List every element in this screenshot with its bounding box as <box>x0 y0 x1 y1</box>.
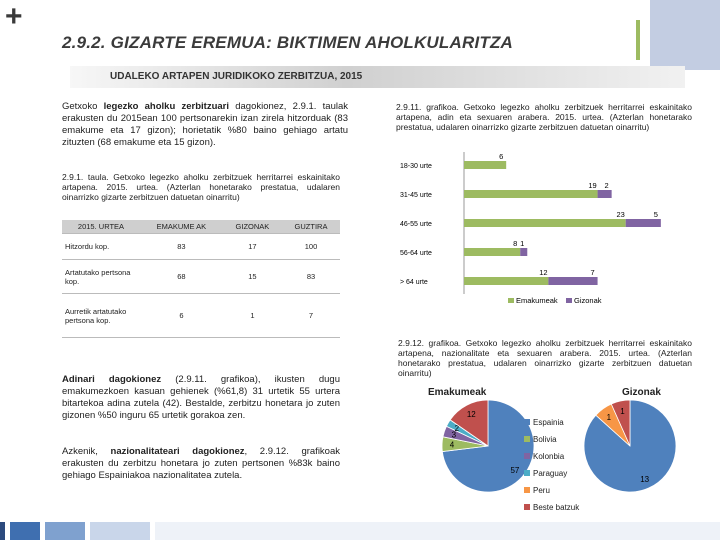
legend-swatch <box>524 470 530 476</box>
table-cell: 15 <box>223 260 282 294</box>
table-header-cell: EMAKUME AK <box>140 220 223 234</box>
bar-category-label: 31-45 urte <box>400 192 432 199</box>
legend-label: Paraguay <box>533 469 568 478</box>
pie-title-women: Emakumeak <box>428 387 487 398</box>
intro-text-bold: legezko aholku zerbitzuari <box>103 101 229 112</box>
pie-value-label: 57 <box>510 465 520 475</box>
nationality-paragraph <box>62 446 340 482</box>
age-text-bold: Adinari dagokionez <box>62 374 162 385</box>
table-row <box>62 294 340 338</box>
bar-men <box>520 248 527 256</box>
pie-title-men: Gizonak <box>622 387 661 398</box>
legend-item <box>524 465 579 482</box>
nat-text-pre: Azkenik, <box>62 446 111 457</box>
bar-category-label: 56-64 urte <box>400 250 432 257</box>
footer-strip <box>0 520 720 540</box>
table-cell: 83 <box>282 260 340 294</box>
row-label: Aurretik artatutako pertsona kop. <box>62 294 140 338</box>
legend-item <box>524 499 579 516</box>
legend-label: Kolonbia <box>533 452 565 461</box>
legend-swatch <box>524 453 530 459</box>
age-bar-chart <box>396 148 696 308</box>
footer-pattern <box>0 520 720 540</box>
table-row <box>62 260 340 294</box>
legend-swatch-men <box>566 298 572 303</box>
legend-label: Bolivia <box>533 435 557 444</box>
table-cell: 68 <box>140 260 223 294</box>
table-caption: 2.9.1. taula. Getxoko legezko aholku zerbitzuek herritarrei eskainitako artapena. 2015. urtea. (Azterlan honetarako prestatua, udalaren oinarrizko gizarte zerbitzuen datuetan oinarritu) <box>62 172 340 202</box>
bar-value-label: 5 <box>653 210 658 219</box>
bar-men <box>548 277 597 285</box>
bar-men <box>598 190 612 198</box>
age-text-post: (2.9.11. grafikoa), ikusten dugu emakumezkoen kasuan gehienek (%61,8) 31 urtetik 55 urtera bitartekoa adina zutela (42). Bestalde, zerbitzu honetara jo zuten gizonen %50 inguru 65 urtetik gorakoa zen. <box>62 374 341 421</box>
legend-item <box>524 414 579 431</box>
bar-value-label: 19 <box>588 181 597 190</box>
bar-value-label: 7 <box>590 268 595 277</box>
pie-value-label: 13 <box>640 474 650 484</box>
legend-item <box>524 448 579 465</box>
intro-text-post: dagokionez, 2.9.1. taulak erakusten du 2015ean 100 pertsonarekin izan zirela hitzorduak (83 emakume eta 17 gizon); horietatik %80 baino gehiago artatu zituzten (68 emakume eta 15 gizon). <box>62 101 348 148</box>
pie-legend <box>524 414 579 516</box>
table-header-cell: GUZTIRA <box>282 220 340 234</box>
pie-value-label: 1 <box>620 406 625 416</box>
table-cell: 6 <box>140 294 223 338</box>
legend-label: Peru <box>533 486 550 495</box>
pie-value-label: 1 <box>606 412 612 422</box>
bar-value-label: 2 <box>604 181 609 190</box>
bar-value-label: 12 <box>539 268 548 277</box>
bar-category-label: 46-55 urte <box>400 221 432 228</box>
legend-women: Emakumeak <box>516 296 558 305</box>
pie-value-label: 3 <box>451 430 457 440</box>
legend-swatch-women <box>508 298 514 303</box>
bar-value-label: 1 <box>520 239 525 248</box>
legend-swatch <box>524 504 530 510</box>
intro-paragraph <box>62 101 348 149</box>
pie-chart-men <box>580 396 680 496</box>
bar-men <box>626 219 661 227</box>
data-table <box>62 220 340 338</box>
legend-label: Beste batzuk <box>533 503 580 512</box>
corner-decoration <box>650 0 720 70</box>
bar-women <box>464 161 506 169</box>
legend-swatch <box>524 487 530 493</box>
table-header-cell: GIZONAK <box>223 220 282 234</box>
bar-women <box>464 248 520 256</box>
bar-category-label: 18-30 urte <box>400 163 432 170</box>
bar-category-label: > 64 urte <box>400 279 428 286</box>
pie-value-label: 4 <box>449 440 455 450</box>
table-row <box>62 234 340 260</box>
title-divider <box>636 20 640 60</box>
chart2-caption: 2.9.12. grafikoa. Getxoko legezko aholku zerbitzuek herritarrei eskainitako artapena, nazionalitate eta sexuaren arabera. 2015. urtea. (Azterlan honetarako prestatua, udalaren oinarrizko gizarte zerbitzuen datuetan oinarritu) <box>398 338 692 378</box>
nat-text-bold: nazionalitateari dagokionez <box>110 446 245 457</box>
legend-item <box>524 431 579 448</box>
section-subtitle: UDALEKO ARTAPEN JURIDIKOKO ZERBITZUA, 2015 <box>110 71 363 82</box>
table-header-cell: 2015. URTEA <box>62 220 140 234</box>
age-paragraph <box>62 374 340 422</box>
page-title: 2.9.2. GIZARTE EREMUA: BIKTIMEN AHOLKULARITZA <box>62 33 514 52</box>
legend-swatch <box>524 419 530 425</box>
bar-value-label: 8 <box>513 239 518 248</box>
table-cell: 100 <box>282 234 340 260</box>
bar-women <box>464 277 548 285</box>
bar-value-label: 6 <box>499 152 504 161</box>
legend-label: Espainia <box>533 418 564 427</box>
bar-women <box>464 190 598 198</box>
row-label: Hitzordu kop. <box>62 234 140 260</box>
table-cell: 1 <box>223 294 282 338</box>
intro-text-pre: Getxoko <box>62 101 104 112</box>
legend-item <box>524 482 579 499</box>
row-label: Artatutako pertsona kop. <box>62 260 140 294</box>
table-header-row <box>62 220 340 234</box>
bar-value-label: 23 <box>616 210 625 219</box>
plus-icon: + <box>5 0 23 33</box>
pie-chart-women <box>438 396 538 496</box>
bar-women <box>464 219 626 227</box>
table-cell: 7 <box>282 294 340 338</box>
table-cell: 17 <box>223 234 282 260</box>
legend-swatch <box>524 436 530 442</box>
pie-value-label: 2 <box>454 424 460 433</box>
chart1-caption: 2.9.11. grafikoa. Getxoko legezko aholku zerbitzuek herritarrei eskainitako artapena, adin eta sexuaren arabera. 2015. urtea. (Azterlan honetarako prestatua, udalaren oinarrizko gizarte zerbitzuen datuetan oinarritu) <box>396 102 692 132</box>
nat-text-post: , 2.9.12. grafikoak erakusten du zerbitzu honetara jo zuten pertsonen %83k baino gehiago Espainiakoa nazionalitatea zutela. <box>62 446 340 481</box>
pie-value-label: 12 <box>466 410 476 420</box>
legend-men: Gizonak <box>574 296 602 305</box>
table-cell: 83 <box>140 234 223 260</box>
